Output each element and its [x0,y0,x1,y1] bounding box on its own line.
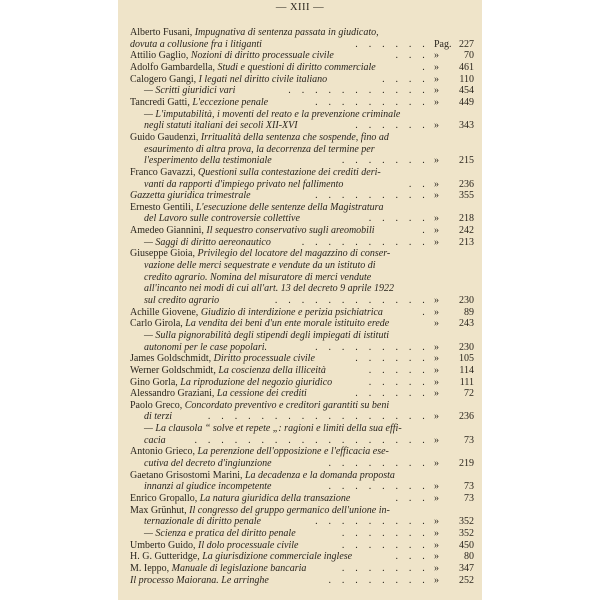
page-number-ref: 73 [464,434,474,446]
leader-dots: . . . . . . . . . . . . . . . . . . [194,434,429,446]
index-line [130,423,474,434]
work-title: La perenzione dell'opposizione e l'efficacia ese- [197,446,389,458]
page-ref [430,353,474,364]
leader-dots: . . . [395,50,429,62]
page-prefix: » [434,562,439,574]
page-number-ref: 105 [459,353,474,365]
work-title: autonomi per le case popolari. [144,341,268,353]
leader-dots: . . . [395,551,429,563]
index-line [130,446,474,457]
index-line [130,283,474,294]
page-ref [430,50,474,61]
page-prefix: » [434,306,439,318]
entry-text [130,260,376,271]
leader-dots: . . . . . . . [341,539,429,551]
work-title: La decadenza e la domanda proposta [244,469,395,481]
work-title: Questioni sulla contestazione dei crediti deri- [198,166,381,178]
page-ref [430,39,474,50]
leader-dots: . . . . . . [355,38,429,50]
index-line [130,27,474,38]
leader-dots: . . . . . . . . [328,481,429,493]
work-title: Privilegio del locatore del magazzino di conser- [197,248,391,260]
index-line [130,435,474,446]
page-prefix: » [434,353,439,365]
work-title: Manuale di legislazione bancaria [171,562,307,574]
page-prefix: » [434,528,439,539]
index-entries [118,0,482,600]
page-number: — XIII — [275,2,325,13]
page-ref [430,540,474,551]
page-number-ref: 236 [459,411,474,423]
page-ref [430,342,474,353]
work-title: cacia [144,434,166,446]
author-name: Alessandro Graziani, [130,388,215,400]
work-title: Concordato preventivo e creditori garantiti su beni [184,399,390,411]
work-title: La natura giuridica della transazione [199,493,351,504]
work-title: del Lavoro sulle controversie collettive [144,213,300,225]
page-number-ref: 236 [459,178,474,190]
author-name: M. Ieppo, [130,562,170,574]
index-line [130,505,474,516]
leader-dots: . . . [395,493,429,504]
leader-dots: . . . . . . . [341,155,429,167]
work-title: vazione delle merci sequestrate e vendute da un istituto di [144,260,376,271]
page-number-ref: 449 [459,96,474,108]
page-number-ref: 352 [459,528,474,539]
page-number-ref: 454 [459,85,474,97]
work-title: sul credito agrario [144,294,220,306]
entry-text [130,505,390,516]
leader-dots: . [422,306,429,318]
work-title: La giurisdizione commerciale inglese [202,551,353,563]
author-name: Attilio Gaglio, [130,50,189,62]
leader-dots: . . . . . . . . . . [301,236,429,248]
page-number-ref: 227 [459,38,474,50]
index-line [130,167,474,178]
index-line [130,97,474,108]
leader-dots: . . . . . . [355,120,429,132]
page-ref [430,377,474,388]
page-ref [430,213,474,224]
page-number-ref: 343 [459,120,474,132]
page-ref [430,179,474,190]
index-line [130,575,474,586]
entry-text [130,27,379,38]
work-title: all'incanto nei modi di cui all'art. 13 del decreto 9 aprile 1922 [144,283,394,295]
author-name: Alberto Fusani, [130,27,193,38]
work-title: L'eccezione penale [192,96,269,108]
page-prefix: » [434,516,439,528]
page-ref [430,74,474,85]
work-title: — Sulla pignorabilità degli stipendi degli impiegati di istituti [144,329,389,341]
work-title: di terzi [144,411,173,423]
page-prefix: » [434,388,439,400]
page-ref [430,85,474,96]
index-line [130,458,474,469]
page-prefix: » [434,481,439,493]
work-title: Gazzetta giuridica trimestrale [130,190,251,202]
page-ref [430,237,474,248]
page-number-ref: 80 [464,551,474,563]
work-title: La vendita dei beni d'un ente morale istituito erede [185,318,390,330]
work-title: Il congresso del gruppo germanico dell'unione in- [189,504,390,516]
entry-text [130,144,375,155]
page-ref [430,295,474,306]
index-line [130,155,474,166]
index-line [130,295,474,306]
page-number-ref: 215 [459,155,474,167]
leader-dots: . . . . . [368,213,429,225]
entry-text [130,283,394,294]
page-number-ref: 230 [459,294,474,306]
page-ref [430,120,474,131]
leader-dots: . . . . [382,73,429,85]
page-ref [430,458,474,469]
work-title: Irritualità della sentenza che sospende, fino ad [200,131,389,143]
index-line [130,179,474,190]
author-name: Ernesto Gentili, [130,201,194,213]
index-line [130,307,474,318]
leader-dots: . . . . . [368,376,429,388]
entry-text [130,400,389,411]
author-name: James Goldschmidt, [130,353,212,365]
work-title: innanzi al giudice incompetente [144,481,272,493]
author-name: Guido Gaudenzi, [130,131,199,143]
page-number-ref: 219 [459,458,474,470]
entry-text [130,470,395,481]
leader-dots: . . . . . . . . . [315,190,429,202]
work-title: credito agrario. Nomina del misuratore di merci vendute [144,271,372,283]
page-ref [430,318,474,329]
index-line [130,109,474,120]
author-name: Enrico Gropallo, [130,493,198,504]
page-number-ref: 252 [459,574,474,586]
page-prefix: » [434,225,439,237]
index-line [130,237,474,248]
index-line [130,353,474,364]
index-line [130,213,474,224]
book-page [118,0,482,600]
work-title: La coscienza della illiceità [218,364,326,376]
index-line [130,411,474,422]
index-line [130,120,474,131]
author-name: Adolfo Gambardella, [130,62,215,73]
page-prefix: Pag. [434,38,452,50]
page-number-ref: 70 [464,50,474,62]
page-number-ref: 110 [459,73,474,85]
work-title: — L'imputabilità, i moventi del reato e la prevenzione criminale [144,108,401,120]
work-title: dovuta a collusione fra i litiganti [130,38,262,50]
entry-text [130,248,390,259]
page-number-ref: 218 [459,213,474,225]
index-line [130,144,474,155]
page-prefix: » [434,318,439,330]
page-prefix: » [434,120,439,132]
page-ref [430,563,474,574]
leader-dots: . . [408,178,429,190]
index-line [130,85,474,96]
index-line [130,400,474,411]
index-line [130,39,474,50]
index-line [130,50,474,61]
leader-dots: . . . . . . . [341,528,429,539]
leader-dots: . . . . . . . . . . . . [274,294,429,306]
page-number-ref: 355 [459,190,474,202]
work-title: Studi e questioni di diritto commerciale [217,62,376,73]
leader-dots: . . . . . . [355,388,429,400]
entry-text [130,202,384,213]
page-prefix: » [434,213,439,225]
index-line [130,342,474,353]
work-title: — La clausola “ solve et repete „: ragioni e limiti della sua effi- [144,423,402,435]
index-line [130,318,474,329]
index-line [130,377,474,388]
work-title: — Scienza e pratica del diritto penale [144,528,296,539]
entry-text [130,318,389,329]
index-line [130,202,474,213]
work-title: I legati nel diritto civile italiano [198,73,328,85]
page-number-ref: 73 [464,481,474,493]
page-prefix: » [434,236,439,248]
work-title: Giudizio di interdizione e perizia psichiatrica [200,306,383,318]
page-number-ref: 352 [459,516,474,528]
index-line [130,190,474,201]
page-prefix: » [434,50,439,62]
index-line [130,563,474,574]
page-number-ref: 114 [459,364,474,376]
page-prefix: » [434,458,439,470]
work-title: Diritto processuale civile [213,353,315,365]
work-title: Impugnativa di sentenza passata in giudicato, [194,27,379,38]
page-prefix: » [434,493,439,504]
page-prefix: » [434,73,439,85]
page-number-ref: 242 [459,225,474,237]
work-title: negli statuti italiani dei secoli XII-XVI [144,120,298,132]
entry-text [130,423,402,434]
author-name: H. G. Gutteridge, [130,551,200,563]
author-name: Gino Gorla, [130,376,178,388]
index-line [130,260,474,271]
page-ref [430,528,474,539]
work-title: vanti da rapporti d'impiego privato nel fallimento [144,178,344,190]
page-prefix: » [434,62,439,73]
leader-dots: . . . . . . [355,353,429,365]
index-line [130,551,474,562]
page-prefix: » [434,411,439,423]
work-title: Il processo Maiorana. Le arringhe [130,574,269,586]
work-title: l'esperimento della testimoniale [144,155,272,167]
author-name: Giuseppe Gioia, [130,248,195,260]
page-number-ref: 72 [464,388,474,400]
leader-dots: . . . . . [368,364,429,376]
work-title: esaurimento di altra prova, la decorrenza del termine per [144,143,375,155]
index-line [130,388,474,399]
page-ref [430,155,474,166]
page-ref [430,481,474,492]
author-name: Tancredi Gatti, [130,96,190,108]
page-number-ref: 89 [464,306,474,318]
page-prefix: » [434,341,439,353]
page-prefix: » [434,434,439,446]
index-line [130,540,474,551]
entry-text [130,132,389,143]
entry-text [130,109,400,120]
index-line [130,481,474,492]
leader-dots: . . . . . . . . . . . . . . . . . [207,411,429,423]
index-line [130,62,474,73]
page-ref [430,307,474,318]
page-ref [430,365,474,376]
page-prefix: » [434,376,439,388]
page-number-ref: 111 [459,376,474,388]
work-title: cutiva del decreto d'ingiunzione [144,458,272,470]
leader-dots: . . . . . . . [341,562,429,574]
index-line [130,528,474,539]
work-title: — Saggi di diritto aereonautico [144,236,271,248]
index-line [130,74,474,85]
page-ref [430,516,474,527]
page-prefix: » [434,574,439,586]
page-ref [430,388,474,399]
work-title: La cessione dei crediti [216,388,307,400]
entry-text [130,272,371,283]
leader-dots: . [422,225,429,237]
work-title: Il dolo processuale civile [198,539,299,551]
page-prefix: » [434,85,439,97]
author-name: Umberto Guido, [130,539,196,551]
author-name: Werner Goldschmidt, [130,364,216,376]
author-name: Calogero Gangi, [130,73,197,85]
author-name: Achille Giovene, [130,306,199,318]
page-number-ref: 213 [459,236,474,248]
index-line [130,470,474,481]
leader-dots: . . . . . . . . . [315,96,429,108]
work-title: Il sequestro conservativo sugli areomobili [206,225,375,237]
leader-dots: . . . . . . . . [328,574,429,586]
index-line [130,516,474,527]
index-line [130,272,474,283]
index-line [130,248,474,259]
leader-dots: . . . . . . . . . [315,516,429,528]
work-title: — Scritti giuridici vari [144,85,236,97]
leader-dots: . . . . . . . . [328,458,429,470]
work-title: L'esecuzione delle sentenze della Magistratura [195,201,384,213]
page-prefix: » [434,551,439,563]
page-prefix: » [434,364,439,376]
page-prefix: » [434,294,439,306]
author-name: Paolo Greco, [130,399,183,411]
leader-dots: . . . . . . . . . . . [288,85,429,97]
page-ref [430,225,474,236]
entry-text [130,446,389,457]
entry-text [130,330,389,341]
page-prefix: » [434,155,439,167]
page-number-ref: 461 [459,62,474,73]
index-line [130,493,474,504]
work-title: Nozioni di diritto processuale civile [190,50,334,62]
page-number-ref: 230 [459,341,474,353]
page-ref [430,97,474,108]
page-ref [430,190,474,201]
leader-dots: . [422,62,429,73]
page-prefix: » [434,178,439,190]
index-line [130,330,474,341]
page-prefix: » [434,96,439,108]
page-prefix: » [434,539,439,551]
page-prefix: » [434,190,439,202]
work-title: ternazionale di diritto penale [144,516,261,528]
page-ref [430,62,474,73]
entry-text [130,167,381,178]
author-name: Antonio Grieco, [130,446,195,458]
index-line [130,225,474,236]
author-name: Gaetano Grisostomi Marini, [130,469,243,481]
work-title: La riproduzione del negozio giuridico [180,376,333,388]
page-ref [430,411,474,422]
author-name: Carlo Girola, [130,318,183,330]
page-number-ref: 347 [459,562,474,574]
page-ref [430,493,474,504]
page-ref [430,435,474,446]
page-number-ref: 73 [464,493,474,504]
index-line [130,365,474,376]
author-name: Amedeo Giannini, [130,225,204,237]
index-line [130,132,474,143]
author-name: Max Grünhut, [130,504,187,516]
leader-dots: . . . . . . . . . [315,341,429,353]
page-number-ref: 450 [459,539,474,551]
author-name: Franco Gavazzi, [130,166,196,178]
page-number-ref: 243 [459,318,474,330]
page-ref [430,551,474,562]
page-ref [430,575,474,586]
